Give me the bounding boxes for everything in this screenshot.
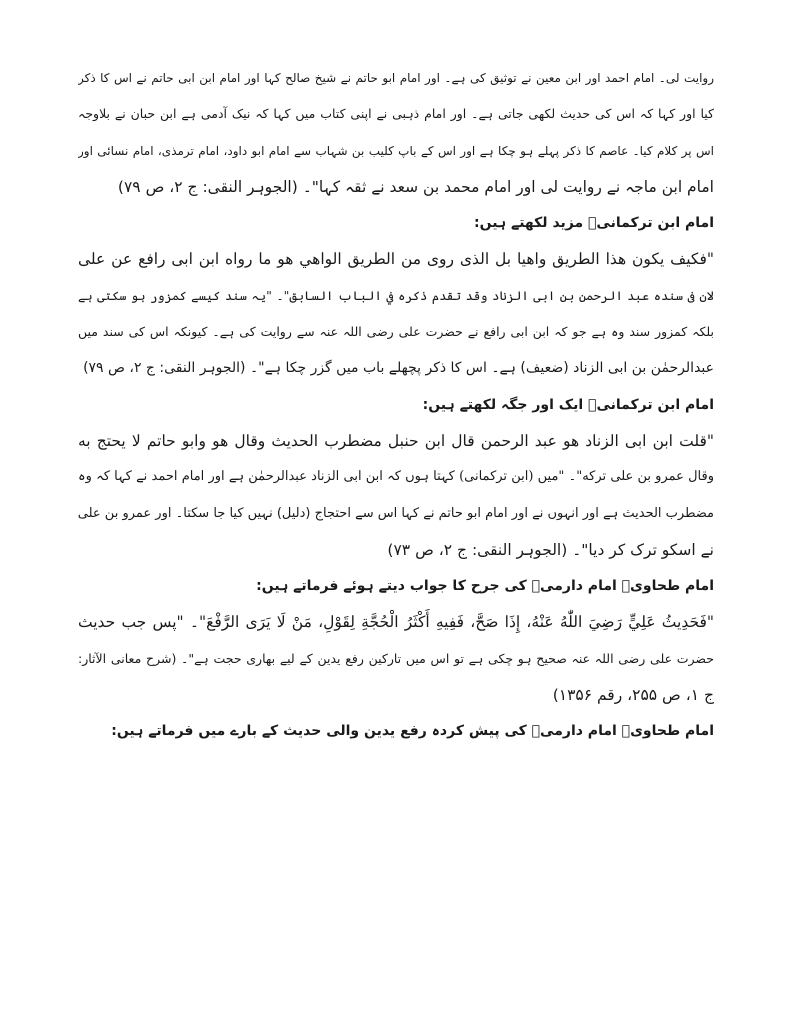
text-line: نے اسکو ترک کر دیا"۔ (الجوہر النقی: ج ۲، ص ۷۳) — [387, 540, 714, 559]
text-line: بلکہ کمزور سند وہ ہے جو کہ ابن ابی رافع نے حضرت علی رضی اللہ عنہ سے روایت کی ہے۔ کیونکہ اس کی سند میں — [78, 324, 714, 340]
text-line: روایت لی۔ امام احمد اور ابن معین نے توثیق کی ہے۔ اور امام ابو حاتم نے شیخ صالح کہا اور امام ابن ابی حاتم نے اس کا ذکر — [78, 71, 714, 85]
text-line: مضطرب الحدیث ہے اور انہوں نے اور امام ابو حاتم نے کہا اس سے احتجاج (دلیل) نہیں کیا جا سکتا۔ اور عمرو بن علی — [78, 505, 714, 521]
text-line: حضرت علی رضی اللہ عنہ صحیح ہو چکی ہے تو اس میں تارکین رفع یدین کے لیے بھاری حجت ہے"۔ (شرح معانی الآثار: — [78, 650, 714, 666]
section-heading: امام طحاویؒ امام دارمیؒ کی جرح کا جواب دیتے ہوئے فرماتے ہیں: — [256, 578, 714, 595]
text-line: عبدالرحمٰن بن ابی الزناد (ضعیف) ہے۔ اس کا ذکر پچھلے باب میں گزر چکا ہے"۔ (الجوہر النقی: ج ۲، ص ۷۹) — [83, 360, 714, 377]
text-line: اس پر کلام کیا۔ عاصم کا ذکر پہلے ہو چکا ہے اور اس کے باپ کلیب بن شہاب سے امام ابو داود، امام ترمذی، امام نسائی اور — [78, 143, 714, 158]
section-heading: امام ابن ترکمانیؒ مزید لکھتے ہیں: — [474, 215, 714, 232]
text-line: کیا اور کہا کہ اس کی حدیث لکھی جاتی ہے۔ اور امام ذہبی نے اپنی کتاب میں کہا کہ نیک آدمی ہے ابن حبان نے بلاوجہ — [78, 106, 714, 122]
arabic-quote-line: "قلت ابن ابى الزناد هو عبد الرحمن قال ابن حنبل مضطرب الحديث وقال هو وابو حاتم لا يحتج به — [78, 431, 714, 450]
arabic-quote-line: "فَحَدِيثُ عَلِيٍّ رَضِيَ اللّٰهُ عَنْهُ، إِذَا صَحَّ، فَفِيهِ أَكْثَرُ الْحُجَّةِ لِقَوْلِ، مَنْ لَا يَرَى الرَّفْعَ"۔ "پس جب حدیث — [78, 613, 714, 632]
text-line: ج ۱، ص ۲۵۵، رقم ۱۳۵۶) — [552, 686, 714, 705]
section-heading: امام طحاویؒ امام دارمیؒ کی پیش کردہ رفع یدین والی حدیث کے بارے میں فرماتے ہیں: — [111, 723, 714, 740]
arabic-quote-line: وقال عمرو بن على تركه"۔ "میں (ابن ترکمانی) کہتا ہوں کہ ابن ابی الزناد عبدالرحمٰن ہے اور امام احمد نے کہا کہ وہ — [78, 469, 714, 485]
arabic-quote-line: لان فى سنده عبد الرحمن بن ابى الزناد وقد تقدم ذكره في الباب السابق"۔ "یہ سند کیسے کمزور ہو سکتی ہے — [78, 287, 714, 303]
section-heading: امام ابن ترکمانیؒ ایک اور جگہ لکھتے ہیں: — [422, 396, 714, 413]
text-line: امام ابن ماجہ نے روایت لی اور امام محمد بن سعد نے ثقہ کہا"۔ (الجوہر النقی: ج ۲، ص ۷۹) — [117, 177, 714, 196]
document-page — [78, 60, 714, 750]
arabic-quote-line: "فكيف يكون هذا الطريق واهيا بل الذى روى من الطريق الواهي هو ما رواه ابن ابى رافع عن على — [78, 250, 714, 269]
